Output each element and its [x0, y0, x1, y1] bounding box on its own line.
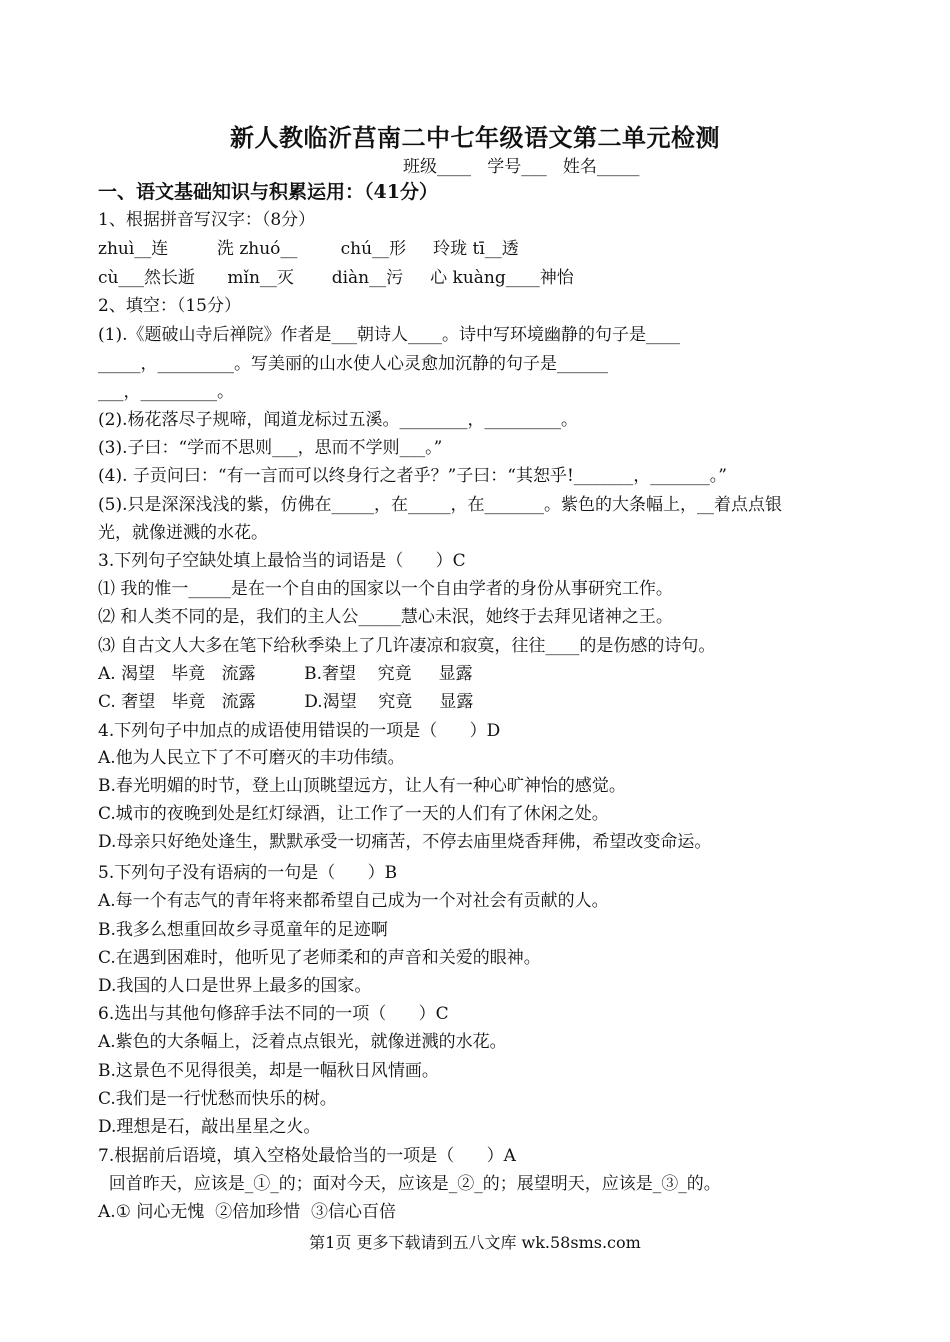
question-line: (3).子曰：“学而不思则___，思而不学则___。” [98, 438, 443, 458]
section-heading: 一、语文基础知识与积累运用：（41分） [98, 181, 438, 203]
question-line: _____，_________。写美丽的山水使人心灵愈加沉静的句子是______ [98, 354, 608, 374]
student-info-line: 班级____ 学号___ 姓名_____ [403, 157, 640, 177]
page-footer: 第1页 更多下载请到五八文库 wk.58sms.com [309, 1233, 641, 1252]
answer-option: D.我国的人口是世界上最多的国家。 [98, 976, 372, 996]
question-line: 光，就像迸溅的水花。 [98, 523, 268, 543]
question-line: (4). 子贡问曰：“有一言而可以终身行之者乎？”子曰：“其恕乎!_______，_______。” [98, 466, 727, 486]
question-line: 4.下列句子中加点的成语使用错误的一项是（ ）D [98, 721, 501, 741]
answer-option: B.这景色不见得很美，却是一幅秋日风情画。 [98, 1061, 439, 1081]
answer-option: C.城市的夜晚到处是红灯绿酒，让工作了一天的人们有了休闲之处。 [98, 804, 609, 824]
answer-option: B.我多么想重回故乡寻觅童年的足迹啊 [98, 920, 388, 940]
question-line: (2).杨花落尽子规啼，闻道龙标过五溪。________，_________。 [98, 410, 578, 430]
answer-option: C.我们是一行忧愁而快乐的树。 [98, 1089, 337, 1109]
question-line: ___，_________。 [98, 382, 234, 402]
question-line: 5.下列句子没有语病的一句是（ ）B [98, 863, 398, 883]
question-line: 回首昨天，应该是_①_的；面对今天，应该是_②_的；展望明天，应该是_③_的。 [98, 1174, 721, 1194]
question-line: ⑴ 我的惟一_____是在一个自由的国家以一个自由学者的身份从事研究工作。 [98, 579, 673, 599]
question-line: cù___然长逝 mǐn__灭 diàn__污 心 kuàng____神怡 [98, 268, 574, 288]
question-line: (1).《题破山寺后禅院》作者是___朝诗人____。诗中写环境幽静的句子是____ [98, 325, 680, 345]
question-line: 3.下列句子空缺处填上最恰当的词语是（ ）C [98, 551, 466, 571]
answer-option: A.① 问心无愧 ②倍加珍惜 ③信心百倍 [98, 1202, 396, 1222]
answer-option: D.母亲只好绝处逢生，默默承受一切痛苦，不停去庙里烧香拜佛，希望改变命运。 [98, 832, 712, 852]
question-line: ⑵ 和人类不同的是，我们的主人公_____慧心未泯，她终于去拜见诸神之王。 [98, 607, 673, 627]
question-line: zhuì__连 洗 zhuó__ chú__形 玲珑 tī__透 [98, 239, 519, 259]
answer-option: D.理想是石，敲出星星之火。 [98, 1117, 321, 1137]
answer-option: C.在遇到困难时，他听见了老师柔和的声音和关爱的眼神。 [98, 948, 541, 968]
answer-option: B.春光明媚的时节，登上山顶眺望远方，让人有一种心旷神怡的感觉。 [98, 776, 626, 796]
answer-option: A.紫色的大条幅上，泛着点点银光，就像迸溅的水花。 [98, 1032, 507, 1052]
page-title: 新人教临沂莒南二中七年级语文第二单元检测 [230, 123, 720, 152]
question-line: ⑶ 自古文人大多在笔下给秋季染上了几许凄凉和寂寞，往往____的是伤感的诗句。 [98, 636, 716, 656]
answer-option: C. 奢望 毕竟 流露 D.渴望 究竟 显露 [98, 692, 474, 712]
question-line: (5).只是深深浅浅的紫，仿佛在_____，在_____，在_______。紫色的大条幅上，__着点点银 [98, 495, 782, 515]
answer-option: A.每一个有志气的青年将来都希望自己成为一个对社会有贡献的人。 [98, 891, 609, 911]
question-line: 2、填空：（15分） [98, 296, 241, 316]
question-line: 6.选出与其他句修辞手法不同的一项（ ）C [98, 1004, 449, 1024]
question-line: 7.根据前后语境，填入空格处最恰当的一项是（ ）A [98, 1146, 516, 1166]
answer-option: A.他为人民立下了不可磨灭的丰功伟绩。 [98, 748, 405, 768]
answer-option: A. 渴望 毕竟 流露 B.奢望 究竟 显露 [98, 664, 473, 684]
question-line: 1、根据拼音写汉字：（8分） [98, 210, 316, 230]
